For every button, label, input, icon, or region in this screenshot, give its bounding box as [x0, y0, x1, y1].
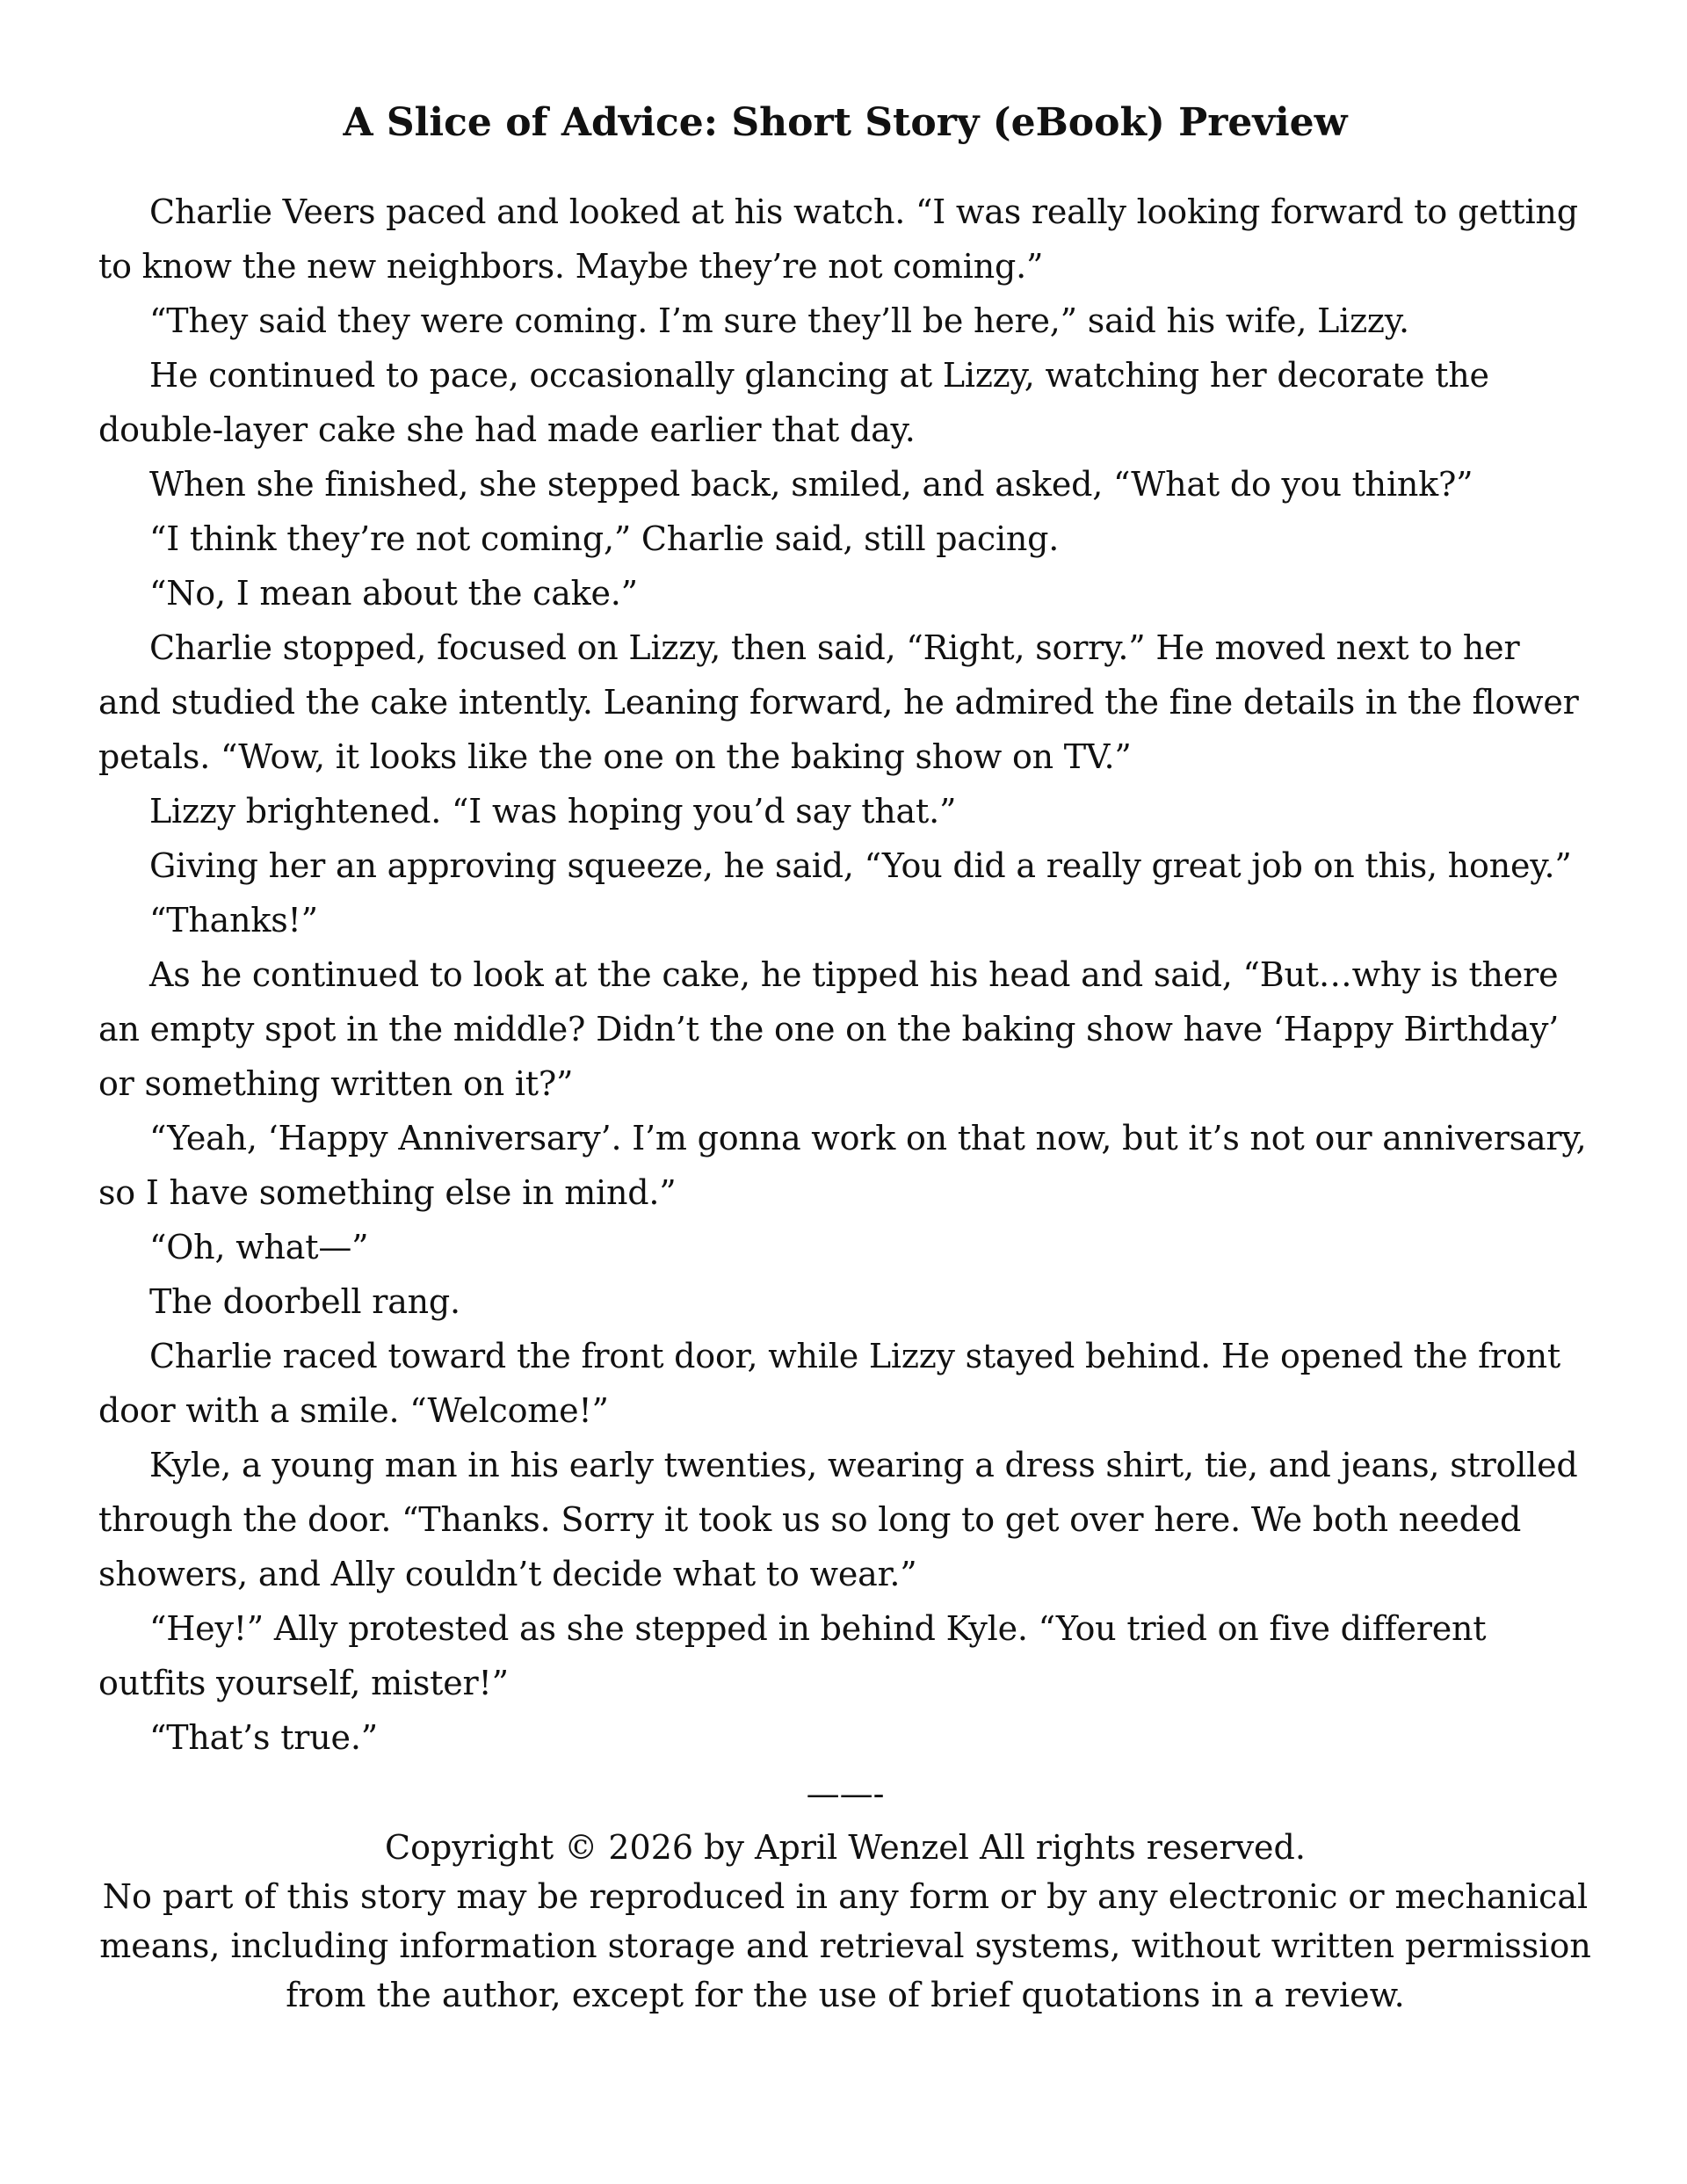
- story-paragraph: Kyle, a young man in his early twenties, wearing a dress shirt, tie, and jeans, strolled through the door. “Thanks. Sorry it took us so long to get over here. We both needed showers, and Ally couldn’t decide what to wear.”: [98, 1446, 1578, 1593]
- copyright-line: Copyright © 2026 by April Wenzel All rights reserved.: [385, 1828, 1306, 1867]
- story-paragraph: Charlie Veers paced and looked at his watch. “I was really looking forward to getting to know the new neighbors. Maybe they’re not coming.”: [98, 192, 1578, 286]
- story-paragraph: Charlie raced toward the front door, while Lizzy stayed behind. He opened the front door with a smile. “Welcome!”: [98, 1337, 1560, 1430]
- story-paragraph: “Yeah, ‘Happy Anniversary’. I’m gonna work on that now, but it’s not our anniversary, so I have something else in mind.”: [98, 1119, 1587, 1212]
- story-paragraph: He continued to pace, occasionally glancing at Lizzy, watching her decorate the double-layer cake she had made earlier that day.: [98, 356, 1489, 449]
- story-paragraph: When she finished, she stepped back, smiled, and asked, “What do you think?”: [149, 465, 1473, 504]
- document-page: [98, 97, 1592, 2020]
- story-paragraph: “Oh, what—”: [149, 1228, 369, 1266]
- page-title: A Slice of Advice: Short Story (eBook) Preview: [343, 100, 1348, 145]
- story-paragraph: As he continued to look at the cake, he tipped his head and said, “But…why is there an empty spot in the middle? Didn’t the one on the baking show have ‘Happy Birthday’ or something written on it?”: [98, 955, 1560, 1103]
- story-paragraph: Charlie stopped, focused on Lizzy, then said, “Right, sorry.” He moved next to her and studied the cake intently. Leaning forward, he admired the fine details in the flower petals. “Wow, it looks like the one on the baking show on TV.”: [98, 628, 1579, 776]
- story-paragraph: “Hey!” Ally protested as she stepped in behind Kyle. “You tried on five different outfits yourself, mister!”: [98, 1609, 1487, 1702]
- story-paragraph: Lizzy brightened. “I was hoping you’d say that.”: [149, 792, 957, 831]
- story-paragraph: “No, I mean about the cake.”: [149, 574, 638, 613]
- story-paragraph: “Thanks!”: [149, 901, 318, 940]
- rights-statement: No part of this story may be reproduced in any form or by any electronic or mechanical means, including information storage and retrieval systems, without written permission from the author, except for the use of brief quotations in a review.: [99, 1877, 1591, 2014]
- story-paragraph: “I think they’re not coming,” Charlie said, still pacing.: [149, 519, 1060, 558]
- story-paragraph: “That’s true.”: [149, 1718, 378, 1757]
- copyright-notice: [98, 1823, 1592, 2020]
- story-paragraph: Giving her an approving squeeze, he said, “You did a really great job on this, honey.”: [149, 846, 1572, 885]
- story-body: [98, 185, 1592, 1765]
- story-paragraph: The doorbell rang.: [149, 1282, 460, 1321]
- story-paragraph: “They said they were coming. I’m sure they’ll be here,” said his wife, Lizzy.: [149, 301, 1409, 340]
- section-divider: ——-: [806, 1774, 885, 1813]
